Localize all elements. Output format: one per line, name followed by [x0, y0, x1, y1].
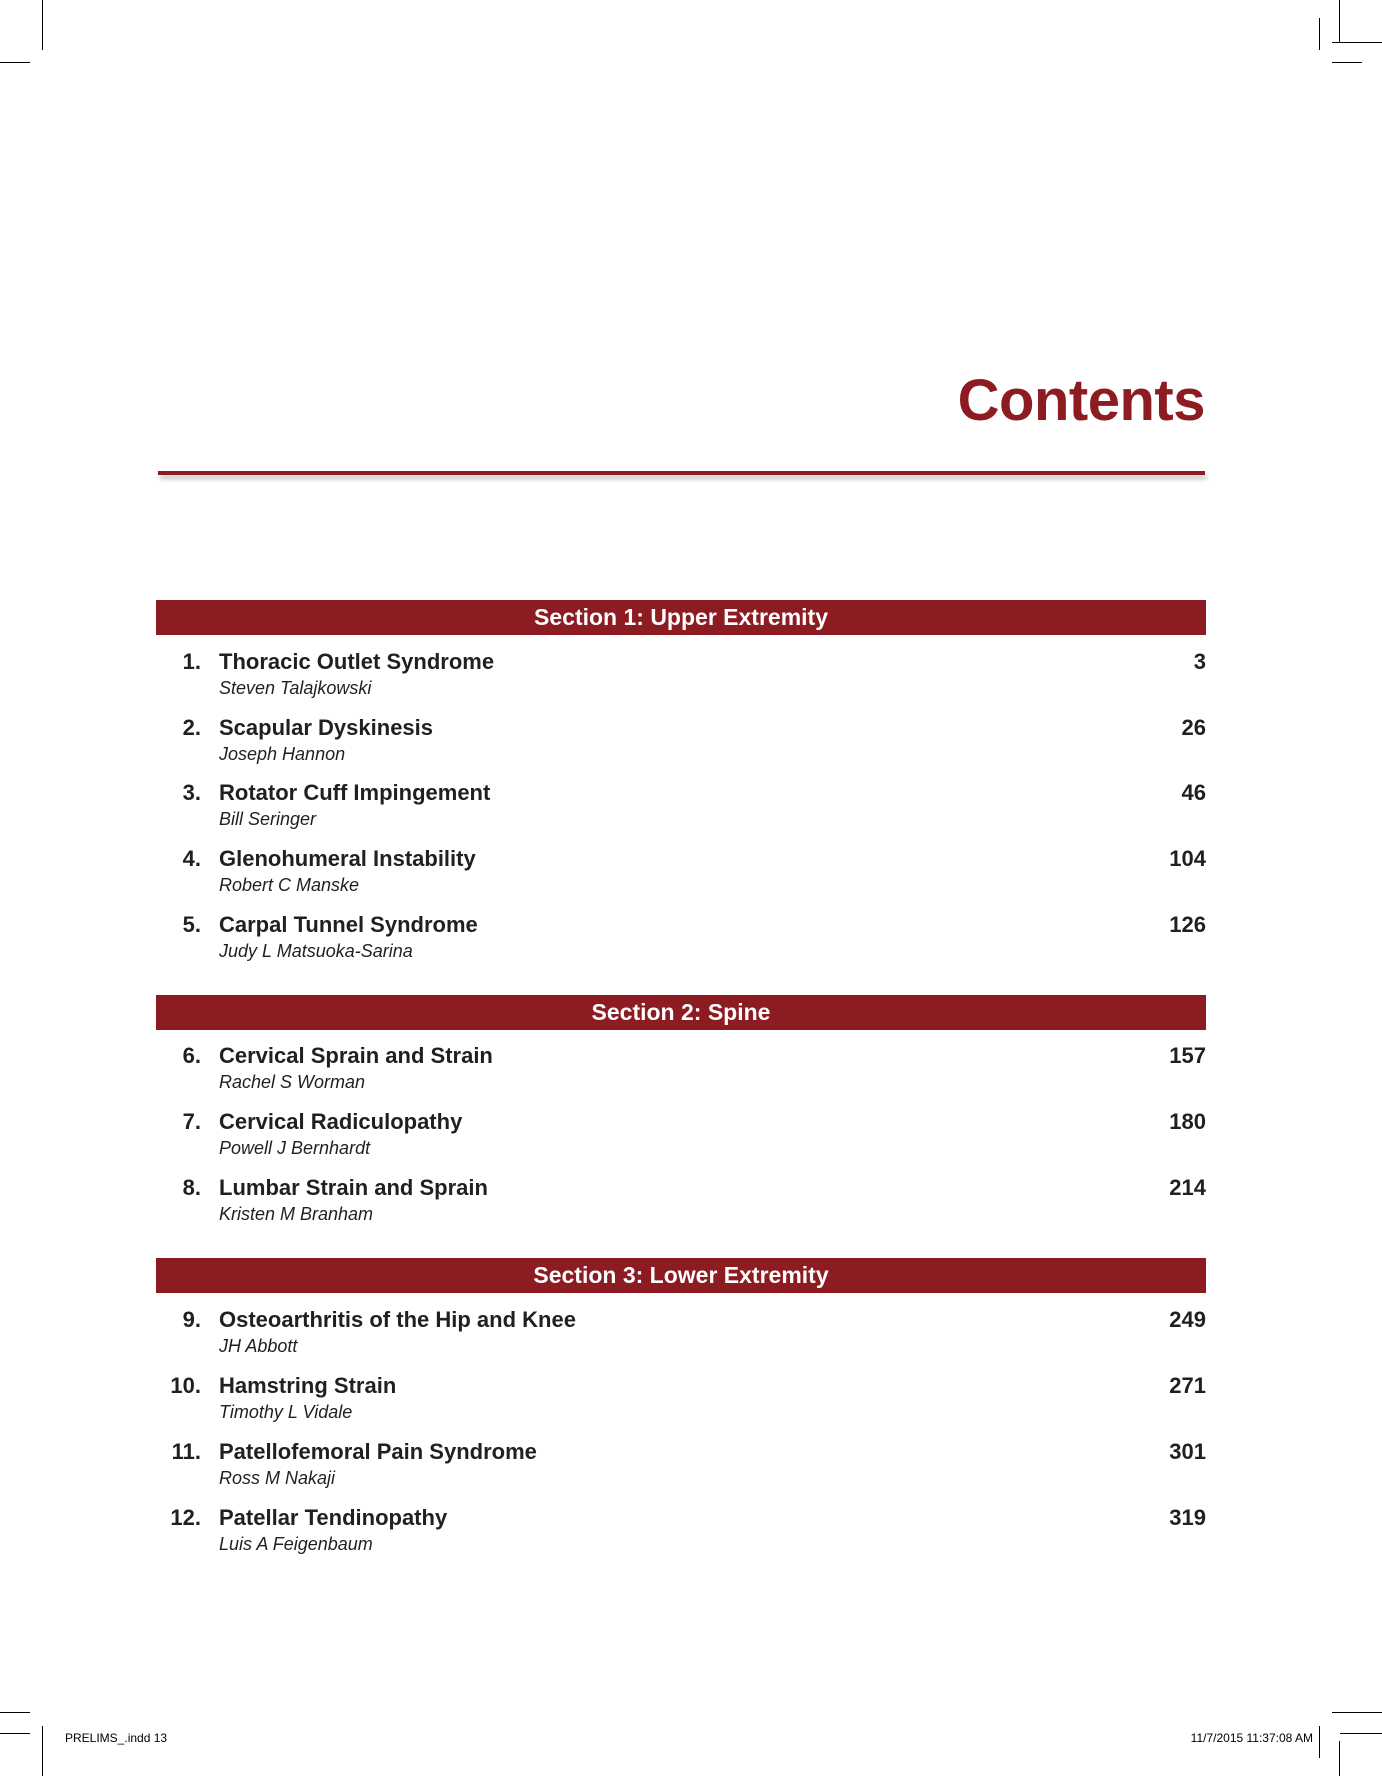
- crop-mark: [1332, 42, 1382, 43]
- chapter-author: Steven Talajkowski: [219, 678, 372, 698]
- chapter-title: Patellar Tendinopathy: [219, 1505, 448, 1530]
- section-heading-lower-extremity: Section 3: Lower Extremity: [156, 1258, 1206, 1293]
- toc-entry[interactable]: [156, 1307, 1206, 1367]
- crop-mark: [0, 1712, 30, 1713]
- chapter-title: Scapular Dyskinesis: [219, 715, 434, 740]
- crop-mark: [1319, 18, 1320, 50]
- chapter-author: JH Abbott: [219, 1336, 298, 1356]
- crop-mark: [1339, 1741, 1340, 1776]
- chapter-title: Osteoarthritis of the Hip and Knee: [219, 1307, 576, 1332]
- chapter-author: Timothy L Vidale: [219, 1402, 353, 1422]
- toc-entry[interactable]: [156, 780, 1206, 840]
- title-rule: [158, 471, 1205, 475]
- chapter-title: Cervical Sprain and Strain: [219, 1043, 493, 1068]
- page-number: 104: [1169, 846, 1206, 871]
- crop-mark: [1319, 1726, 1320, 1758]
- toc-entry[interactable]: [156, 846, 1206, 906]
- chapter-title: Hamstring Strain: [219, 1373, 397, 1398]
- crop-mark: [1340, 1733, 1382, 1734]
- crop-mark: [42, 0, 43, 50]
- chapter-number: 10.: [170, 1373, 201, 1398]
- toc-entry[interactable]: [156, 649, 1206, 709]
- toc-entry[interactable]: [156, 912, 1206, 972]
- page-number: 271: [1169, 1373, 1206, 1398]
- chapter-title: Glenohumeral Instability: [219, 846, 476, 871]
- page-number: 249: [1169, 1307, 1206, 1332]
- chapter-number: 4.: [182, 846, 201, 871]
- page-number: 46: [1181, 780, 1206, 805]
- page-number: 301: [1169, 1439, 1206, 1464]
- chapter-author: Powell J Bernhardt: [219, 1138, 371, 1158]
- slug-left: PRELIMS_.indd 13: [65, 1731, 168, 1745]
- chapter-number: 1.: [182, 649, 201, 674]
- chapter-title: Lumbar Strain and Sprain: [219, 1175, 488, 1200]
- page-number: 26: [1181, 715, 1206, 740]
- crop-mark: [0, 1733, 30, 1734]
- chapter-number: 5.: [182, 912, 201, 937]
- chapter-number: 11.: [171, 1439, 201, 1464]
- page-title: Contents: [957, 368, 1205, 433]
- chapter-number: 8.: [182, 1175, 201, 1200]
- page-number: 126: [1169, 912, 1206, 937]
- chapter-number: 2.: [182, 715, 201, 740]
- chapter-author: Joseph Hannon: [219, 744, 346, 764]
- slug-right: 11/7/2015 11:37:08 AM: [1190, 1731, 1313, 1745]
- chapter-title: Thoracic Outlet Syndrome: [219, 649, 495, 674]
- crop-mark: [1332, 1712, 1382, 1713]
- toc-entry[interactable]: [156, 1373, 1206, 1433]
- toc-entry[interactable]: [156, 1043, 1206, 1103]
- chapter-title: Patellofemoral Pain Syndrome: [219, 1439, 537, 1464]
- crop-mark: [0, 62, 30, 63]
- page-number: 214: [1169, 1175, 1206, 1200]
- toc-entry[interactable]: [156, 1109, 1206, 1169]
- section-heading-upper-extremity: Section 1: Upper Extremity: [156, 600, 1206, 635]
- chapter-author: Kristen M Branham: [219, 1204, 374, 1224]
- page-number: 180: [1169, 1109, 1206, 1134]
- chapter-number: 9.: [182, 1307, 201, 1332]
- chapter-author: Ross M Nakaji: [219, 1468, 336, 1488]
- chapter-number: 6.: [182, 1043, 201, 1068]
- chapter-author: Robert C Manske: [219, 875, 360, 895]
- chapter-author: Judy L Matsuoka-Sarina: [219, 941, 413, 961]
- chapter-author: Luis A Feigenbaum: [219, 1534, 373, 1554]
- chapter-author: Bill Seringer: [219, 809, 317, 829]
- page-number: 3: [1193, 649, 1206, 674]
- crop-mark: [1332, 62, 1362, 63]
- crop-mark: [42, 1726, 43, 1776]
- toc-entry[interactable]: [156, 715, 1206, 775]
- chapter-author: Rachel S Worman: [219, 1072, 366, 1092]
- crop-mark: [1339, 0, 1340, 42]
- toc-entry[interactable]: [156, 1175, 1206, 1235]
- chapter-title: Carpal Tunnel Syndrome: [219, 912, 478, 937]
- page-number: 157: [1169, 1043, 1206, 1068]
- page-number: 319: [1169, 1505, 1206, 1530]
- chapter-number: 12.: [170, 1505, 201, 1530]
- chapter-number: 3.: [182, 780, 201, 805]
- toc-entry[interactable]: [156, 1505, 1206, 1565]
- section-heading-spine: Section 2: Spine: [156, 995, 1206, 1030]
- chapter-title: Rotator Cuff Impingement: [219, 780, 491, 805]
- chapter-title: Cervical Radiculopathy: [219, 1109, 463, 1134]
- chapter-number: 7.: [182, 1109, 201, 1134]
- toc-entry[interactable]: [156, 1439, 1206, 1499]
